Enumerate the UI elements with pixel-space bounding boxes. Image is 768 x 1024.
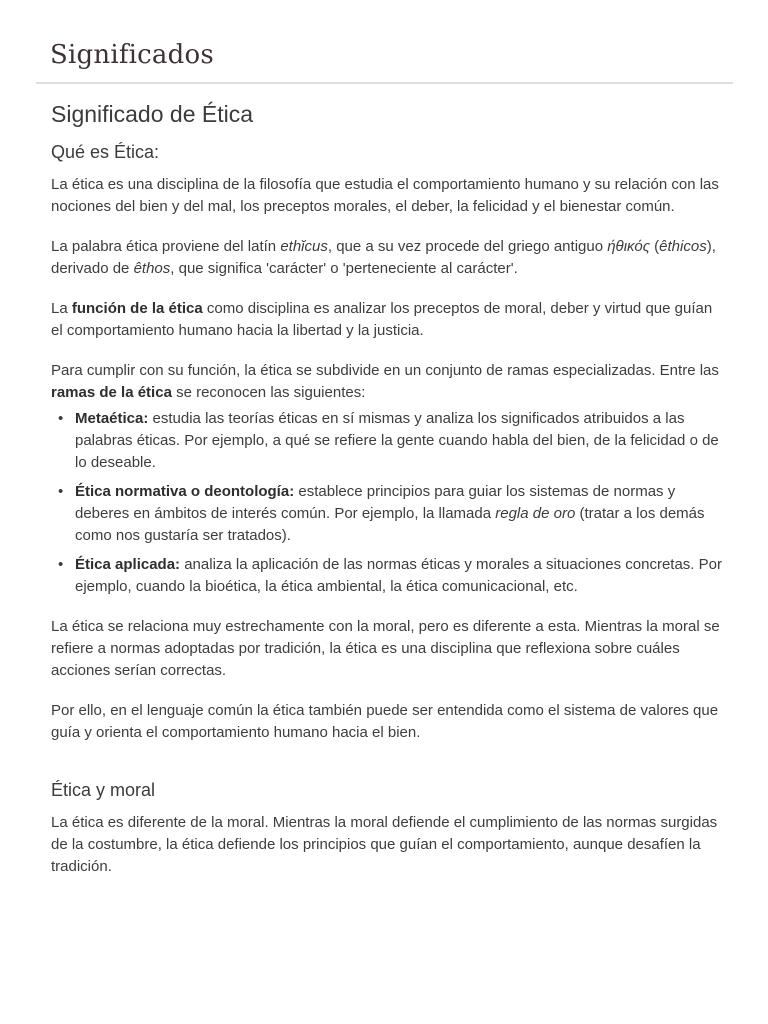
site-header	[36, 0, 733, 84]
article	[51, 96, 723, 896]
etymology-text-4: ), derivado de	[51, 238, 716, 277]
branch-description: analiza la aplicación de las normas éticas y morales a situaciones concretas. Por ejemplo, cuando la bioética, la ética ambiental, la ética comunicacional, etc.	[75, 556, 722, 595]
function-bold-term: función de la ética	[71, 300, 203, 317]
function-text-2: como disciplina es analizar los preceptos de moral, deber y virtud que guían el comportamiento humano hacia la libertad y la justicia.	[51, 300, 713, 339]
branch-description: establece principios para guiar los sistemas de normas y deberes en ámbitos de interés común. Por ejemplo, la llamada	[75, 483, 676, 522]
paragraph-common-language: Por ello, en el lenguaje común la ética también puede ser entendida como el sistema de valores que guía y orienta el comportamiento humano hacia el bien.	[51, 702, 719, 741]
etymology-text-2: , que a su vez procede del griego antiguo	[327, 238, 608, 255]
list-item-etica-aplicada	[58, 554, 723, 598]
function-text-1: La	[51, 300, 72, 317]
site-logo[interactable]: Significados	[50, 40, 214, 70]
bullet-icon: •	[58, 410, 64, 427]
branch-description-end: (tratar a los demás como nos gustaría ser tratados).	[75, 505, 705, 544]
etymology-text-3: (	[650, 238, 660, 255]
etymology-latin-term: ethĭcus	[280, 238, 328, 255]
page-title: Significado de Ética	[51, 101, 254, 127]
branch-italic-term: regla de oro	[495, 505, 576, 522]
etymology-transliteration: êthicos	[659, 238, 707, 255]
etymology-greek-term: ήθικός	[607, 238, 650, 255]
branches-intro-text-1: Para cumplir con su función, la ética se subdivide en un conjunto de ramas especializadas. Entre las	[51, 362, 719, 379]
branches-list	[51, 408, 723, 598]
branch-term: Ética aplicada:	[75, 556, 181, 573]
etymology-text-5: , que significa 'carácter' o 'perteneciente al carácter'.	[170, 260, 518, 277]
etymology-ethos-term: êthos	[133, 260, 171, 277]
list-item-etica-normativa	[58, 481, 723, 547]
paragraph-ethics-vs-moral: La ética se relaciona muy estrechamente con la moral, pero es diferente a esta. Mientras la moral se refiere a normas adoptadas por tradición, la ética es una disciplina que reflexiona sobre cuáles acciones serían correctas.	[51, 618, 720, 679]
paragraph-ethics-and-moral: La ética es diferente de la moral. Mientras la moral defiende el cumplimiento de las normas surgidas de la costumbre, la ética defiende los principios que guían el comportamiento, aunque desafíen la tradición.	[51, 814, 718, 875]
bullet-icon: •	[58, 556, 64, 573]
etymology-text-1: La palabra ética proviene del latín	[51, 238, 281, 255]
paragraph-definition: La ética es una disciplina de la filosofía que estudia el comportamiento humano y su relación con las nociones del bien y del mal, los preceptos morales, el deber, la felicidad y el bienestar común.	[51, 176, 719, 215]
section-heading-etica-y-moral: Ética y moral	[51, 780, 156, 800]
list-item-metaetica	[58, 408, 723, 474]
section-heading-que-es-etica: Qué es Ética:	[51, 142, 160, 162]
paragraph-function	[51, 298, 723, 342]
bullet-icon: •	[58, 483, 64, 500]
branch-term: Metaética:	[75, 410, 149, 427]
branch-description: estudia las teorías éticas en sí mismas y analiza los significados atribuidos a las palabras éticas. Por ejemplo, a qué se refiere la gente cuando habla del bien, de la felicidad o de lo deseable.	[75, 410, 719, 471]
branches-intro-text-2: se reconocen las siguientes:	[171, 384, 366, 401]
paragraph-etymology	[51, 236, 723, 280]
paragraph-branches-intro	[51, 360, 723, 404]
branches-bold-term: ramas de la ética	[51, 384, 172, 401]
branch-term: Ética normativa o deontología:	[75, 483, 295, 500]
